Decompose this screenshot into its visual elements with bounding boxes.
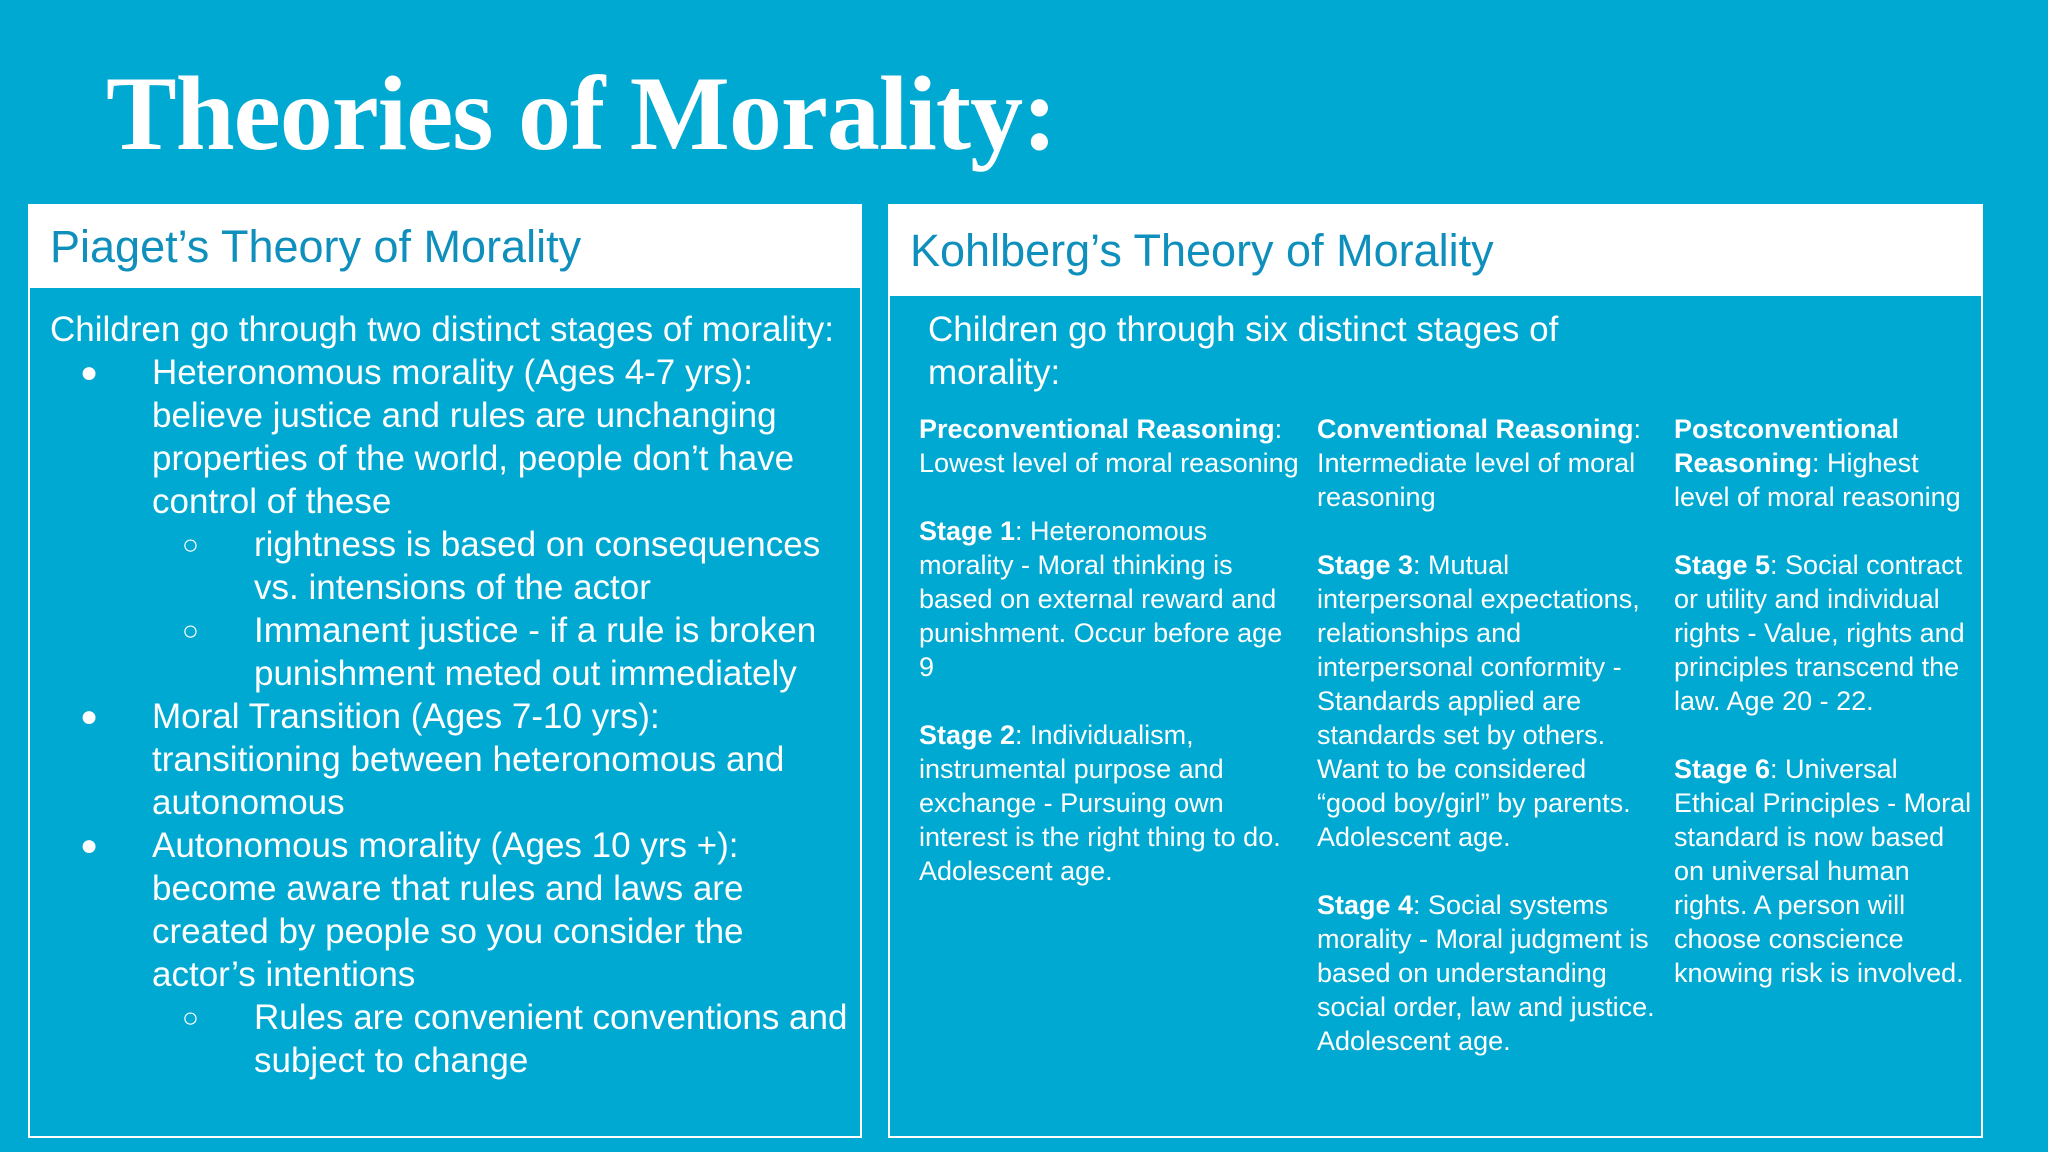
kohlberg-intro: Children go through six distinct stages of morality:: [928, 310, 1559, 392]
piaget-stage-text: Autonomous morality (Ages 10 yrs +): become aware that rules and laws are created by people so you consider the actor’s intentions: [152, 826, 744, 994]
level-text: : Highest level of moral reasoning: [1674, 448, 1961, 512]
piaget-intro: Children go through two distinct stages of morality:: [50, 310, 834, 349]
level-title: Conventional Reasoning: [1317, 414, 1634, 444]
piaget-substage-text: Rules are convenient conventions and subject to change: [254, 998, 848, 1080]
hollow-bullet-icon: ○: [182, 529, 199, 560]
level-description: [1674, 412, 1974, 514]
piaget-substage-item: [152, 996, 850, 1082]
bullet-icon: ●: [80, 829, 99, 862]
piaget-body: [50, 308, 850, 1082]
stage-text: : Social systems morality - Moral judgment is based on understanding social order, law and justice. Adolescent age.: [1317, 890, 1655, 1056]
piaget-stage-item: [50, 351, 850, 695]
stage-label: Stage 2: [919, 720, 1016, 750]
piaget-substage-list: [152, 996, 850, 1082]
level-description: [1317, 412, 1657, 514]
level-text: : Intermediate level of moral reasoning: [1317, 414, 1642, 512]
stage-label: Stage 6: [1674, 754, 1771, 784]
stage-label: Stage 5: [1674, 550, 1771, 580]
piaget-stage-item: [50, 824, 850, 1082]
hollow-bullet-icon: ○: [182, 615, 199, 646]
stage-description: [919, 718, 1299, 888]
piaget-substage-item: [152, 609, 850, 695]
piaget-substage-text: Immanent justice - if a rule is broken punishment meted out immediately: [254, 611, 817, 693]
piaget-substage-item: [152, 523, 850, 609]
stage-description: [919, 514, 1299, 684]
stage-description: [1674, 548, 1974, 718]
stage-description: [1317, 888, 1657, 1058]
stage-label: Stage 3: [1317, 550, 1414, 580]
kohlberg-column-conventional: [1317, 412, 1657, 1092]
stage-label: Stage 1: [919, 516, 1016, 546]
level-description: [919, 412, 1299, 480]
piaget-stage-text: Moral Transition (Ages 7-10 yrs): transitioning between heteronomous and autonomous: [152, 697, 785, 822]
piaget-stage-text: Heteronomous morality (Ages 4-7 yrs): believe justice and rules are unchanging properties of the world, people don’t have control of these: [152, 353, 795, 521]
stage-description: [1674, 752, 1974, 990]
piaget-panel: [28, 204, 862, 1138]
stage-text: : Universal Ethical Principles - Moral standard is now based on universal human rights. A person will choose conscience knowing risk is involved.: [1674, 754, 1972, 988]
piaget-substage-list: [152, 523, 850, 695]
slide-title: Theories of Morality:: [106, 55, 1057, 172]
kohlberg-panel: [888, 204, 1983, 1138]
level-title: Preconventional Reasoning: [919, 414, 1275, 444]
level-text: : Lowest level of moral reasoning: [919, 414, 1299, 478]
stage-text: : Social contract or utility and individual rights - Value, rights and principles transcend the law. Age 20 - 22.: [1674, 550, 1965, 716]
stage-text: : Individualism, instrumental purpose and exchange - Pursuing own interest is the right thing to do. Adolescent age.: [919, 720, 1281, 886]
stage-text: : Heteronomous morality - Moral thinking is based on external reward and punishment. Occur before age 9: [919, 516, 1283, 682]
kohlberg-heading: Kohlberg’s Theory of Morality: [890, 206, 1981, 296]
stage-text: : Mutual interpersonal expectations, relationships and interpersonal conformity - Standards applied are standards set by others. Want to be considered “good boy/girl” by parents. Adolescent age.: [1317, 550, 1640, 852]
piaget-substage-text: rightness is based on consequences vs. intensions of the actor: [254, 525, 821, 607]
piaget-heading: Piaget’s Theory of Morality: [30, 206, 860, 288]
kohlberg-column-postconventional: [1674, 412, 1974, 1024]
kohlberg-column-preconventional: [919, 412, 1299, 922]
stage-description: [1317, 548, 1657, 854]
piaget-stage-item: [50, 695, 850, 824]
bullet-icon: ●: [80, 700, 99, 733]
stage-label: Stage 4: [1317, 890, 1414, 920]
bullet-icon: ●: [80, 356, 99, 389]
level-title: Postconventional Reasoning: [1674, 414, 1900, 478]
piaget-stage-list: [50, 351, 850, 1082]
hollow-bullet-icon: ○: [182, 1002, 199, 1033]
